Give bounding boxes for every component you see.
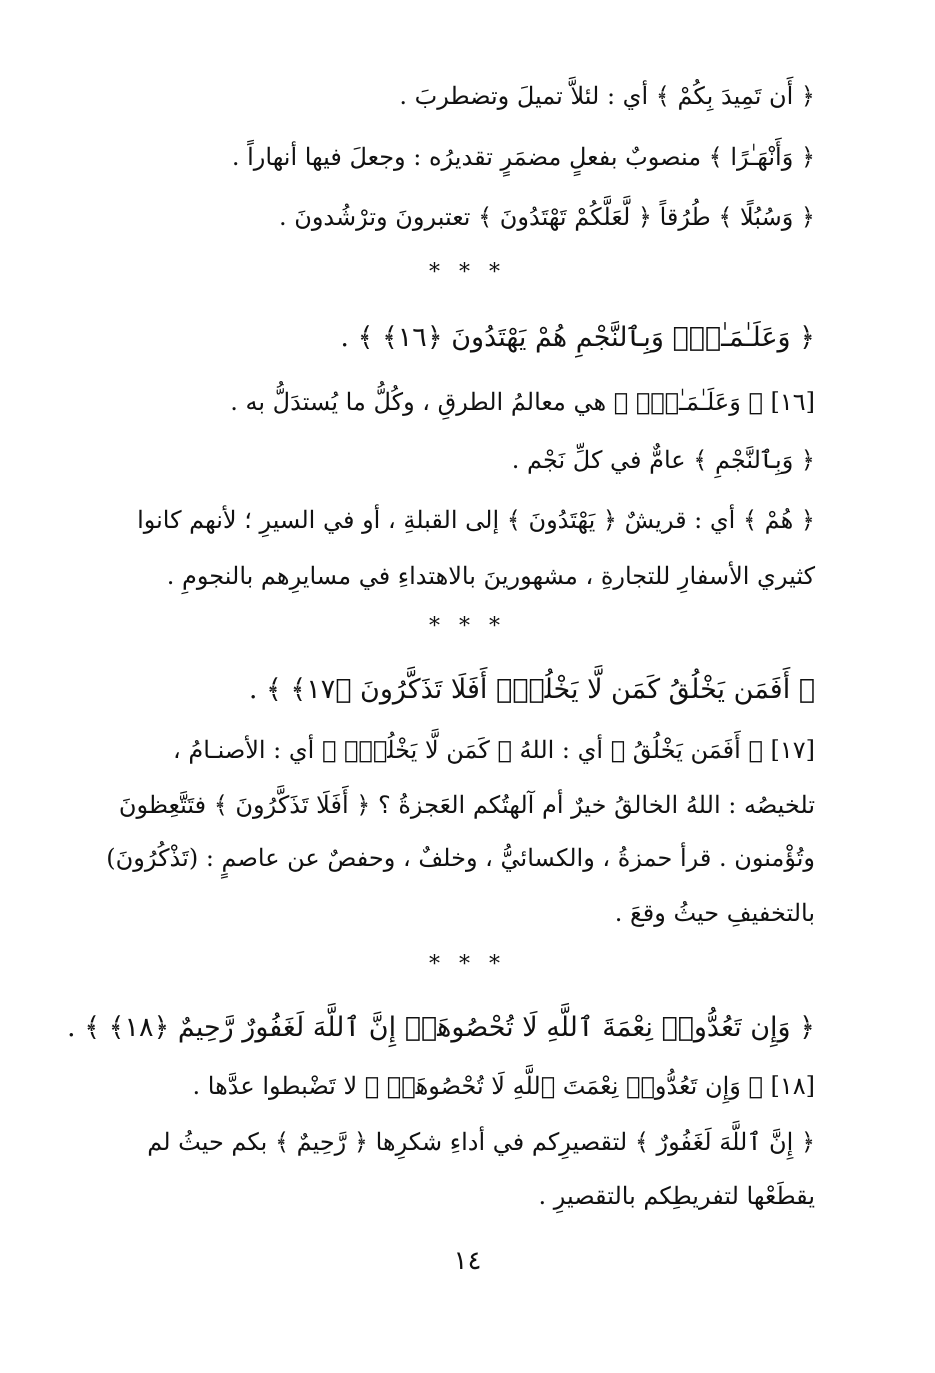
text-line: ﴿ هُمْ ﴾ أي : قريشٌ ﴿ يَهْتَدُونَ ﴾ إلى القبلةِ ، أو في السيرِ ؛ لأنهم كانوا xyxy=(137,506,815,534)
text-line: [١٨] ﴿ وَإِن تَعُدُّوا۟ نِعْمَتَ ٱللَّهِ لَا تُحْصُوهَآۗ ﴾ لا تَضْبطوا عدَّها . xyxy=(192,1072,815,1100)
text-line: ﴿ وَسُبُلًا ﴾ طُرُقاً ﴿ لَّعَلَّكُمْ تَهْتَدُونَ ﴾ تعتبرونَ وترْشُدونَ . xyxy=(278,203,815,231)
text-line: وتُؤْمنون . قرأ حمزةُ ، والكسائيُّ ، وخلفٌ ، وحفصٌ عن عاصمٍ : (تَذْكُرُونَ) xyxy=(106,844,815,872)
section-separator: * * * xyxy=(429,952,506,977)
text-line: يقطَعْها لتفريطِكم بالتقصيرِ . xyxy=(538,1182,815,1210)
page-number: ١٤ xyxy=(453,1246,482,1276)
text-line: ﴿ وَبِٱلنَّجْمِ ﴾ عامٌّ في كلِّ نَجْم . xyxy=(511,446,815,474)
text-line: كثيري الأسفارِ للتجارةِ ، مشهورينَ بالاهتداءِ في مسايرِهم بالنجومِ . xyxy=(166,562,815,590)
text-line: [١٦] ﴿ وَعَلَـٰمَـٰتٍۚ ﴾ هي معالمُ الطرقِ ، وكُلُّ ما يُستدَلُّ به . xyxy=(230,388,815,416)
text-line: [١٧] ﴿ أَفَمَن يَخْلُقُ ﴾ أي : اللهُ ﴿ كَمَن لَّا يَخْلُقُۚ ﴾ أي : الأصنـامُ ، xyxy=(173,736,815,764)
page-body xyxy=(67,0,815,1300)
quran-verse-line: ﴿ وَإِن تَعُدُّوا۟ نِعْمَةَ ٱللَّهِ لَا تُحْصُوهَآۗ إِنَّ ٱللَّهَ لَغَفُورٌ رَّحِيمٌ ﴿١٨﴾ ﴾ . xyxy=(67,1012,815,1043)
section-separator: * * * xyxy=(429,260,506,285)
text-line: ﴿ وَأَنْهَـٰرًا ﴾ منصوبٌ بفعلٍ مضمَرٍ تقديرُه : وجعلَ فيها أنهاراً . xyxy=(231,143,815,171)
quran-verse-line: ﴿ أَفَمَن يَخْلُقُ كَمَن لَّا يَخْلُقُۚ أَفَلَا تَذَكَّرُونَ ﴿١٧﴾ ﴾ . xyxy=(248,674,815,705)
text-line: ﴿ إِنَّ ٱللَّهَ لَغَفُورٌ ﴾ لتقصيرِكم في أداءِ شكرِها ﴿ رَّحِيمٌ ﴾ بكم حيثُ لم xyxy=(147,1128,815,1156)
text-line: ﴿ أَن تَمِيدَ بِكُمْ ﴾ أي : لئلاَّ تميلَ وتضطربَ . xyxy=(399,82,815,110)
text-line: تلخيصُه : اللهُ الخالقُ خيرٌ أم آلهتُكم العَجزةُ ؟ ﴿ أَفَلَا تَذَكَّرُونَ ﴾ فتَتَّعِظونَ xyxy=(118,791,815,819)
quran-verse-line: ﴿ وَعَلَـٰمَـٰتٍۚ وَبِٱلنَّجْمِ هُمْ يَهْتَدُونَ ﴿١٦﴾ ﴾ . xyxy=(340,322,815,353)
section-separator: * * * xyxy=(429,614,506,639)
text-line: بالتخفيفِ حيثُ وقعَ . xyxy=(614,899,815,927)
